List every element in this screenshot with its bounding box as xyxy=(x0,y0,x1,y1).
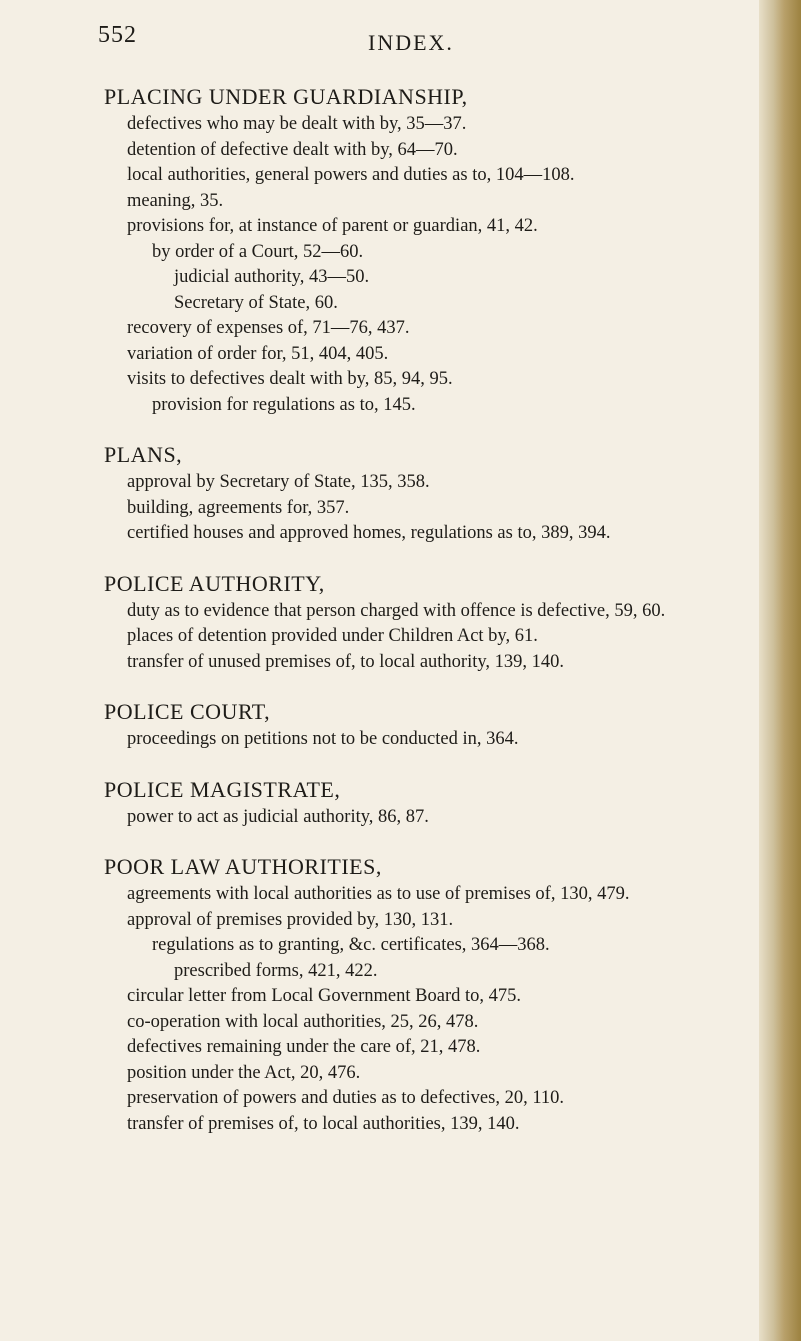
entry-heading: PLANS, xyxy=(104,442,183,467)
sub-entry: preservation of powers and duties as to defectives, 20, 110. xyxy=(127,1088,565,1108)
sub-entry: power to act as judicial authority, 86, 87. xyxy=(127,806,429,827)
sub-entry: position under the Act, 20, 476. xyxy=(127,1062,361,1083)
sub-entry: provision for regulations as to, 145. xyxy=(152,394,416,415)
index-entry xyxy=(104,852,764,1137)
sub-entry: co-operation with local authorities, 25, 26, 478. xyxy=(127,1011,479,1032)
sub-entry: places of detention provided under Children Act by, 61. xyxy=(127,626,538,646)
page-header xyxy=(98,22,741,56)
sub-entry: approval of premises provided by, 130, 131. xyxy=(127,909,454,930)
entry-heading: POLICE MAGISTRATE, xyxy=(104,776,341,802)
sub-entry: approval by Secretary of State, 135, 358. xyxy=(127,472,430,492)
sub-entry: defectives remaining under the care of, 21, 478. xyxy=(127,1037,481,1057)
page-number: 552 xyxy=(98,22,137,48)
sub-entry: circular letter from Local Government Board to, 475. xyxy=(127,986,522,1006)
index-body xyxy=(104,82,764,1159)
index-entry xyxy=(104,569,764,676)
sub-entry: duty as to evidence that person charged with offence is defective, 59, 60. xyxy=(127,600,666,621)
sub-entry: agreements with local authorities as to use of premises of, 130, 479. xyxy=(127,884,630,904)
sub-entry: recovery of expenses of, 71—76, 437. xyxy=(127,318,410,338)
sub-entry: regulations as to granting, &c. certificates, 364—368. xyxy=(152,935,550,955)
sub-entry: provisions for, at instance of parent or guardian, 41, 42. xyxy=(127,216,538,236)
sub-entry: judicial authority, 43—50. xyxy=(174,267,370,287)
sub-entry: meaning, 35. xyxy=(127,190,224,211)
running-title: INDEX. xyxy=(368,30,454,55)
sub-entry: proceedings on petitions not to be conducted in, 364. xyxy=(127,729,519,749)
entry-heading: POOR LAW AUTHORITIES, xyxy=(104,854,382,879)
sub-entry: transfer of premises of, to local authorities, 139, 140. xyxy=(127,1113,520,1134)
entry-heading: PLACING UNDER GUARDIANSHIP, xyxy=(104,84,468,109)
sub-entry: transfer of unused premises of, to local authority, 139, 140. xyxy=(127,651,565,672)
page-edge xyxy=(759,0,801,1341)
index-entry xyxy=(104,440,764,547)
sub-entry: local authorities, general powers and duties as to, 104—108. xyxy=(127,165,575,185)
index-entry xyxy=(104,82,764,418)
sub-entry: Secretary of State, 60. xyxy=(174,292,338,313)
sub-entry: defectives who may be dealt with by, 35—37. xyxy=(127,114,467,134)
index-entry xyxy=(104,697,764,753)
sub-entry: by order of a Court, 52—60. xyxy=(152,241,364,262)
sub-entry: building, agreements for, 357. xyxy=(127,497,350,518)
entry-heading: POLICE COURT, xyxy=(104,699,271,724)
sub-entry: detention of defective dealt with by, 64—70. xyxy=(127,139,458,160)
sub-entry: prescribed forms, 421, 422. xyxy=(174,960,378,981)
sub-entry: variation of order for, 51, 404, 405. xyxy=(127,343,389,364)
sub-entry: visits to defectives dealt with by, 85, 94, 95. xyxy=(127,369,453,389)
index-entry xyxy=(104,775,764,831)
sub-entry: certified houses and approved homes, regulations as to, 389, 394. xyxy=(127,523,611,543)
entry-heading: POLICE AUTHORITY, xyxy=(104,570,325,596)
